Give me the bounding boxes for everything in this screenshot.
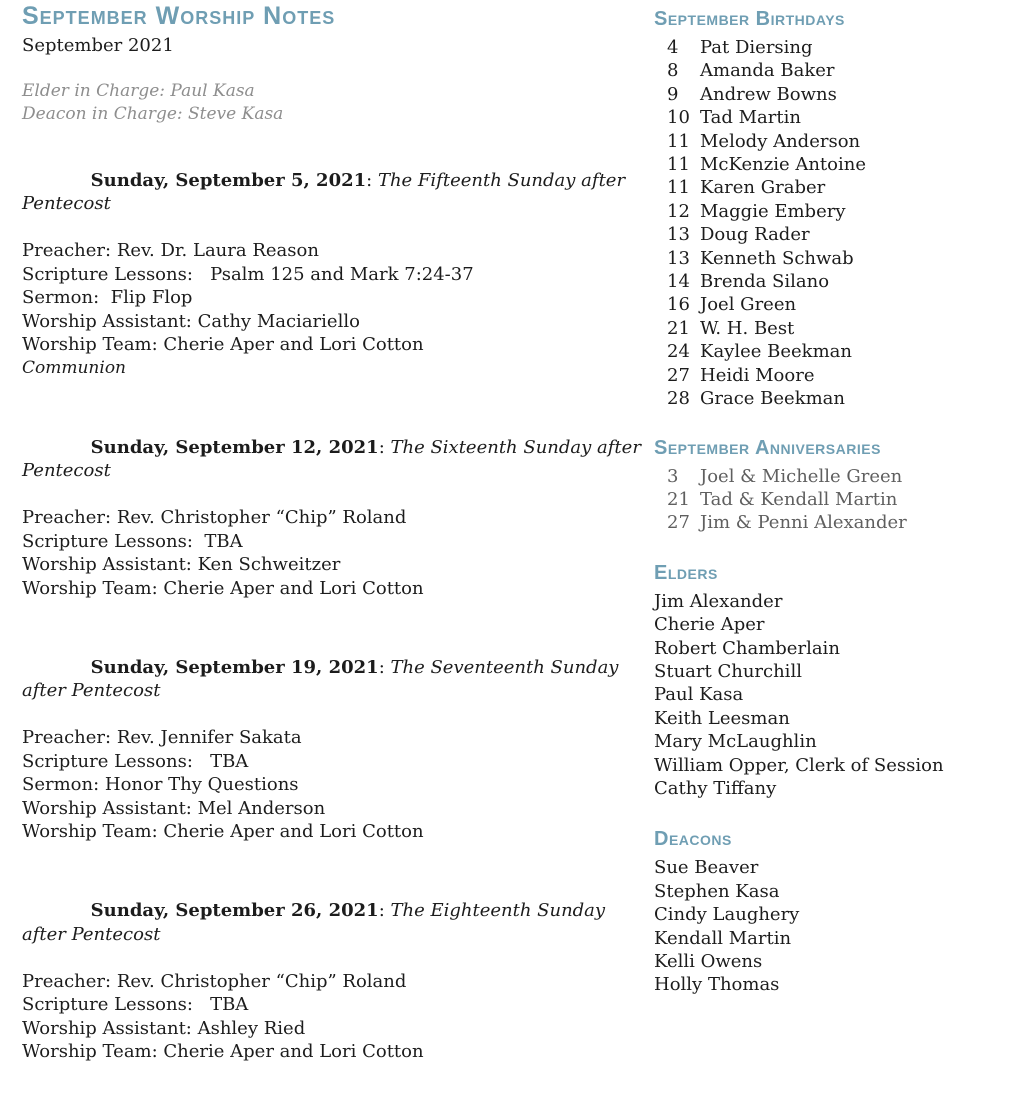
birthday-day: 12	[667, 200, 690, 222]
birthday-row	[654, 130, 1014, 153]
birthday-day: 8	[667, 60, 679, 82]
anniversary-names: Jim & Penni Alexander	[700, 512, 907, 534]
anniversary-row	[654, 488, 1014, 511]
service-detail-line: Scripture Lessons: TBA	[22, 530, 243, 552]
worship-notes-month: September 2021	[22, 35, 174, 56]
service-heading	[22, 876, 654, 970]
service-separator: :	[378, 900, 391, 921]
service-detail-line: Worship Team: Cherie Aper and Lori Cotton	[22, 334, 424, 355]
anniversary-day: 27	[667, 512, 690, 534]
service-date: Sunday, September 5, 2021	[90, 169, 367, 191]
birthday-name: Heidi Moore	[700, 364, 815, 386]
deacons-section	[654, 828, 1014, 996]
elders-section	[654, 562, 1014, 801]
service-detail-line: Preacher: Rev. Christopher “Chip” Roland	[22, 970, 407, 992]
service-detail-line: Preacher: Rev. Christopher “Chip” Roland	[22, 507, 407, 528]
service-detail-line: Scripture Lessons: TBA	[22, 994, 249, 1015]
service-occasion: The Seventeenth Sunday after Pentecost	[22, 656, 630, 701]
birthday-name: McKenzie Antoine	[700, 154, 866, 176]
service-detail-line: Worship Assistant: Mel Anderson	[22, 797, 326, 819]
elder-list	[654, 590, 1014, 801]
elder-name: Keith Leesman	[654, 707, 790, 729]
elder-name: Mary McLaughlin	[654, 731, 817, 753]
birthday-row	[654, 340, 1014, 363]
service-heading	[22, 412, 654, 506]
birthday-day: 21	[667, 317, 690, 339]
anniversary-day: 3	[667, 465, 679, 487]
birthday-name: Joel Green	[700, 294, 797, 316]
birthday-day: 13	[667, 224, 690, 246]
birthday-day: 27	[667, 364, 690, 386]
service-occasion: The Fifteenth Sunday after Pentecost	[22, 169, 631, 214]
elder-in-charge: Elder in Charge: Paul Kasa	[22, 81, 255, 101]
birthday-row	[654, 293, 1014, 316]
birthday-row	[654, 83, 1014, 106]
birthday-row	[654, 270, 1014, 293]
anniversary-list	[654, 465, 1014, 535]
elder-name: Jim Alexander	[654, 590, 783, 612]
birthday-name: Kaylee Beekman	[700, 341, 852, 363]
anniversaries-title: September Anniversaries	[654, 436, 881, 459]
deacon-list	[654, 856, 1014, 996]
service-detail-line: Worship Assistant: Ken Schweitzer	[22, 554, 341, 575]
service-occasion: The Sixteenth Sunday after Pentecost	[22, 436, 647, 481]
service-detail-line: Worship Team: Cherie Aper and Lori Cotton	[22, 577, 424, 599]
service-note: Communion	[22, 357, 127, 378]
elder-name: Cherie Aper	[654, 614, 765, 636]
service-detail-line: Preacher: Rev. Jennifer Sakata	[22, 727, 302, 748]
service-detail-lines	[22, 239, 654, 357]
deacon-name: Stephen Kasa	[654, 880, 780, 902]
birthday-day: 9	[667, 83, 679, 105]
service-detail-line: Sermon: Honor Thy Questions	[22, 774, 299, 795]
elder-name: Stuart Churchill	[654, 660, 802, 682]
birthday-name: Tad Martin	[700, 107, 801, 129]
service-detail-lines	[22, 506, 654, 600]
birthday-row	[654, 176, 1014, 199]
service-block	[22, 145, 654, 380]
birthday-name: W. H. Best	[700, 317, 795, 339]
birthday-list	[654, 36, 1014, 411]
anniversary-row	[654, 511, 1014, 534]
deacon-name: Kendall Martin	[654, 927, 792, 949]
service-date: Sunday, September 26, 2021	[90, 900, 379, 921]
worship-notes-title: September Worship Notes	[22, 2, 336, 30]
birthday-name: Maggie Embery	[700, 200, 846, 222]
birthdays-section	[654, 8, 1014, 411]
service-heading	[22, 145, 654, 239]
birthday-name: Kenneth Schwab	[700, 247, 854, 269]
birthday-day: 4	[667, 37, 679, 58]
anniversary-day: 21	[667, 488, 690, 510]
roster-column	[654, 0, 1024, 1096]
service-detail-line: Sermon: Flip Flop	[22, 287, 193, 308]
birthday-day: 11	[667, 130, 690, 152]
birthday-row	[654, 247, 1014, 270]
birthday-name: Doug Rader	[700, 224, 810, 246]
birthday-day: 10	[667, 107, 690, 129]
service-detail-line: Scripture Lessons: TBA	[22, 750, 249, 772]
deacons-title: Deacons	[654, 828, 732, 851]
birthday-day: 13	[667, 247, 690, 269]
birthdays-title: September Birthdays	[654, 8, 845, 30]
birthday-row	[654, 153, 1014, 176]
birthday-row	[654, 223, 1014, 246]
birthday-name: Grace Beekman	[700, 388, 846, 410]
service-detail-line: Preacher: Rev. Dr. Laura Reason	[22, 240, 319, 261]
service-detail-line: Worship Team: Cherie Aper and Lori Cotton	[22, 821, 424, 842]
service-list	[22, 145, 654, 1064]
service-detail-lines	[22, 726, 654, 844]
service-detail-line: Scripture Lessons: Psalm 125 and Mark 7:24-37	[22, 263, 474, 285]
service-block	[22, 632, 654, 844]
birthday-day: 11	[667, 154, 690, 176]
deacon-name: Kelli Owens	[654, 951, 763, 972]
service-block	[22, 876, 654, 1064]
birthday-row	[654, 59, 1014, 82]
service-detail-line: Worship Team: Cherie Aper and Lori Cotton	[22, 1041, 424, 1062]
service-separator: :	[378, 436, 391, 458]
service-date: Sunday, September 12, 2021	[90, 436, 379, 458]
elders-title: Elders	[654, 561, 718, 584]
anniversary-names: Tad & Kendall Martin	[700, 488, 898, 510]
birthday-name: Karen Graber	[700, 177, 826, 199]
elder-name: William Opper, Clerk of Session	[654, 754, 944, 776]
birthday-name: Amanda Baker	[700, 60, 835, 82]
service-heading	[22, 632, 654, 726]
birthday-row	[654, 106, 1014, 129]
in-charge-block	[22, 80, 654, 126]
birthday-name: Brenda Silano	[700, 271, 830, 293]
birthday-name: Pat Diersing	[700, 37, 813, 58]
elder-name: Paul Kasa	[654, 684, 744, 706]
service-separator: :	[366, 169, 378, 191]
service-detail-line: Worship Assistant: Cathy Maciariello	[22, 310, 360, 332]
birthday-row	[654, 200, 1014, 223]
service-detail-lines	[22, 970, 654, 1064]
birthday-row	[654, 317, 1014, 340]
birthday-day: 16	[667, 294, 690, 316]
deacon-name: Cindy Laughery	[654, 904, 800, 926]
birthday-name: Andrew Bowns	[700, 83, 837, 105]
birthday-day: 11	[667, 177, 690, 199]
birthday-day: 24	[667, 341, 690, 363]
anniversaries-section	[654, 437, 1014, 535]
birthday-day: 28	[667, 388, 690, 410]
deacon-in-charge: Deacon in Charge: Steve Kasa	[22, 104, 284, 124]
deacon-name: Sue Beaver	[654, 857, 759, 879]
birthday-row	[654, 387, 1014, 410]
birthday-name: Melody Anderson	[700, 130, 861, 152]
birthday-day: 14	[667, 271, 690, 293]
service-separator: :	[378, 656, 391, 678]
service-date: Sunday, September 19, 2021	[90, 656, 379, 678]
birthday-row	[654, 364, 1014, 387]
elder-name: Robert Chamberlain	[654, 637, 840, 659]
deacon-name: Holly Thomas	[654, 974, 780, 996]
service-detail-line: Worship Assistant: Ashley Ried	[22, 1017, 306, 1039]
service-block	[22, 412, 654, 600]
service-occasion: The Eighteenth Sunday after Pentecost	[22, 900, 611, 945]
anniversary-names: Joel & Michelle Green	[700, 465, 903, 487]
elder-name: Cathy Tiffany	[654, 777, 777, 799]
anniversary-row	[654, 465, 1014, 488]
birthday-row	[654, 36, 1014, 59]
